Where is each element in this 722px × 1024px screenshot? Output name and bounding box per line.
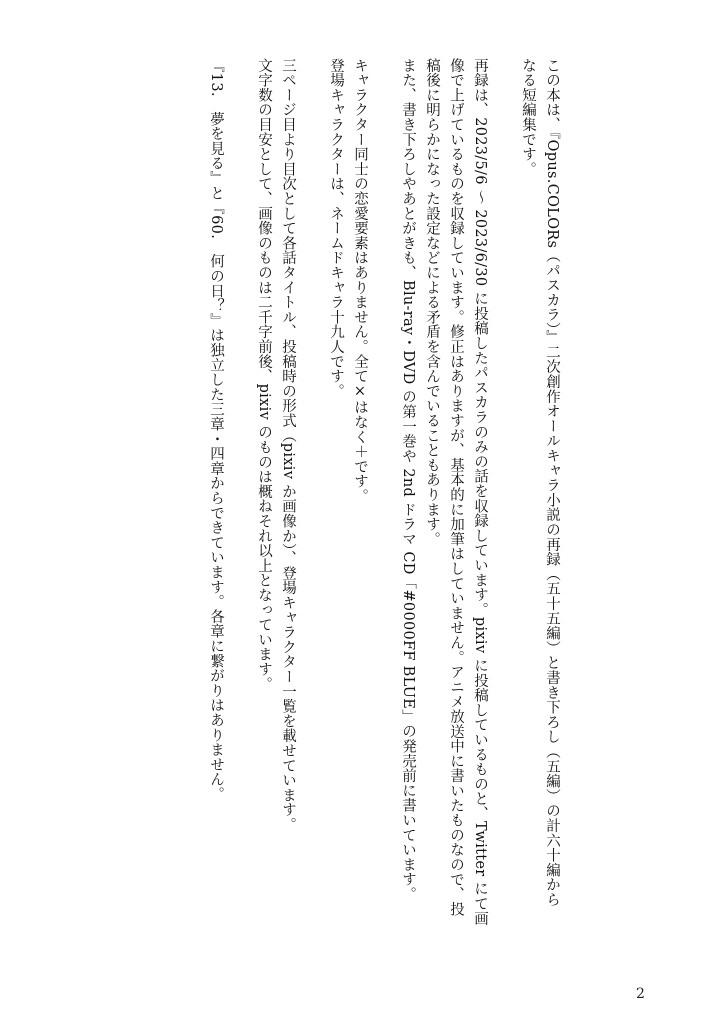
paragraph-contents: 三ページ目より目次として各話タイトル、投稿時の形式（pixiv か画像か）、登場キャラクター一覧を載せています。 文字数の目安として、画像のものは二千字前後、pixiv のものは概ねそれ以上となっています。 [256,58,296,833]
vertical-text-body [204,58,564,938]
paragraph-characters: キャラクター同士の恋愛要素はありません。全て×はなく＋です。 登場キャラクターは、ネームドキャラ十九人です。 [328,58,368,504]
paragraph-intro: この本は、『Opus.COLORs（パスカラ）』二次創作オールキャラ小説の再録（五十五編）と書き下ろし（五編）の計六十編から なる短編集です。 [520,58,560,908]
page-number: 2 [636,986,645,1002]
paragraph-chapters: 『13. 夢を見る』と『60. 何の日？』は独立した三章・四章からできています。各章に繋がりはありません。 [208,58,224,802]
paragraph-reprint: 再録は、2023/5/6 ～ 2023/6/30 に投稿したパスカラのみの話を収録しています。pixiv に投稿しているものと、Twitter にて画 像で上げているものを収録しています。修正はありますが、基本的に加筆はしていません。アニメ放送中に書いたものなので、投 稿後に明らかになった設定などによる矛盾を含んでいることもあります。 また、書き下ろしやあとがきも、Blu-ray・DVD の第一巻や 2nd ドラマ CD「#0000FF BLUE」の発売前に書いています。 [400,58,488,926]
